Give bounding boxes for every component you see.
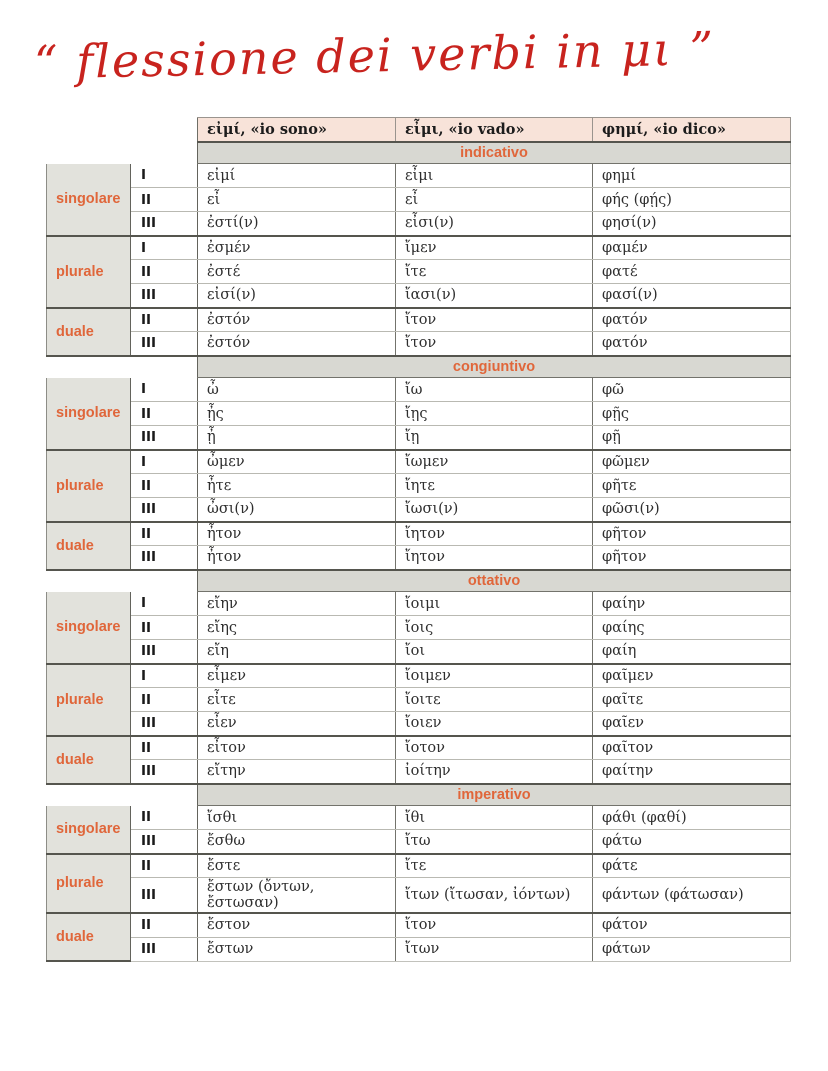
verb-form-cell: φαίη (593, 640, 791, 664)
person-label: III (131, 760, 198, 784)
verb-form-cell: ἴσθι (198, 806, 396, 830)
column-header-phemi-io-dico: φημί, «io dico» (593, 118, 791, 142)
verb-form-cell: ἴτον (396, 332, 593, 356)
verb-form-cell: ἴοτον (396, 736, 593, 760)
table-row (47, 712, 791, 736)
table-row (47, 188, 791, 212)
mood-header-imperativo: imperativo (198, 784, 791, 806)
verb-form-cell: εἰσί(ν) (198, 284, 396, 308)
verb-form-cell: εἴη (198, 640, 396, 664)
person-label: I (131, 450, 198, 474)
verb-form-cell: φημί (593, 164, 791, 188)
verb-form-cell: φαῖμεν (593, 664, 791, 688)
table-row (47, 236, 791, 260)
person-label: III (131, 498, 198, 522)
verb-form-cell: εἶσι(ν) (396, 212, 593, 236)
verb-form-cell: ἴωμεν (396, 450, 593, 474)
table-row (47, 616, 791, 640)
number-label-singolare: singolare (47, 592, 131, 664)
verb-form-cell: ἐστέ (198, 260, 396, 284)
verb-form-cell: ἴῃς (396, 402, 593, 426)
table-row (47, 378, 791, 402)
verb-form-cell: φάτων (593, 937, 791, 961)
verb-form-cell: εἶ (396, 188, 593, 212)
verb-form-cell: φῇς (593, 402, 791, 426)
person-label: III (131, 830, 198, 854)
number-label-duale: duale (47, 522, 131, 570)
verb-form-cell: ἴητε (396, 474, 593, 498)
table-row (47, 760, 791, 784)
verb-form-cell: ἐστόν (198, 332, 396, 356)
person-label: I (131, 236, 198, 260)
column-header-eimi-io-vado: εἶμι, «io vado» (396, 118, 593, 142)
table-row (47, 522, 791, 546)
mood-band-row (47, 784, 791, 806)
verb-form-cell: ἴτε (396, 260, 593, 284)
verb-form-cell: ἴοι (396, 640, 593, 664)
person-label: I (131, 378, 198, 402)
table-row (47, 546, 791, 570)
verb-form-cell: φάτε (593, 854, 791, 878)
table-row (47, 284, 791, 308)
verb-form-cell: ἴτων (ἴτωσαν, ἰόντων) (396, 878, 593, 914)
spacer-cell (47, 356, 198, 378)
person-label: I (131, 592, 198, 616)
person-label: II (131, 913, 198, 937)
verb-form-cell: εἴης (198, 616, 396, 640)
person-label: II (131, 806, 198, 830)
verb-form-cell: εἶτον (198, 736, 396, 760)
verb-form-cell: ἔσθω (198, 830, 396, 854)
spacer-cell (47, 784, 198, 806)
person-label: III (131, 712, 198, 736)
number-label-plurale: plurale (47, 236, 131, 308)
person-label: II (131, 260, 198, 284)
verb-form-cell: ἴωσι(ν) (396, 498, 593, 522)
person-label: III (131, 937, 198, 961)
spacer-cell (47, 118, 198, 142)
number-label-duale: duale (47, 308, 131, 356)
table-row (47, 164, 791, 188)
person-label: III (131, 640, 198, 664)
verb-form-cell: ἴῃ (396, 426, 593, 450)
table-header-row (47, 118, 791, 142)
verb-form-cell: φής (φῄς) (593, 188, 791, 212)
verb-form-cell: εἴτην (198, 760, 396, 784)
person-label: III (131, 212, 198, 236)
person-label: II (131, 522, 198, 546)
table-row (47, 308, 791, 332)
number-label-plurale: plurale (47, 450, 131, 522)
verb-form-cell: φάθι (φαθί) (593, 806, 791, 830)
verb-form-cell: φάτον (593, 913, 791, 937)
verb-form-cell: φῶμεν (593, 450, 791, 474)
verb-form-cell: ἦτον (198, 522, 396, 546)
number-label-duale: duale (47, 736, 131, 784)
mood-band-row (47, 356, 791, 378)
number-label-singolare: singolare (47, 164, 131, 236)
verb-form-cell: εἶμι (396, 164, 593, 188)
mood-header-ottativo: ottativo (198, 570, 791, 592)
verb-form-cell: ἴητον (396, 522, 593, 546)
verb-form-cell: ἴασι(ν) (396, 284, 593, 308)
verb-form-cell: ἔστε (198, 854, 396, 878)
verb-form-cell: ᾖς (198, 402, 396, 426)
verb-form-cell: ἴτον (396, 308, 593, 332)
verb-form-cell: ἴμεν (396, 236, 593, 260)
verb-form-cell: ὦ (198, 378, 396, 402)
verb-form-cell: ἴτω (396, 830, 593, 854)
verb-form-cell: ἴτων (396, 937, 593, 961)
table-row (47, 688, 791, 712)
verb-form-cell: φαμέν (593, 236, 791, 260)
verb-form-cell: ἴτε (396, 854, 593, 878)
verb-form-cell: ᾖ (198, 426, 396, 450)
verb-form-cell: εἶτε (198, 688, 396, 712)
table-row (47, 854, 791, 878)
verb-form-cell: φάντων (φάτωσαν) (593, 878, 791, 914)
person-label: I (131, 164, 198, 188)
number-label-plurale: plurale (47, 664, 131, 736)
verb-form-cell: εἰμί (198, 164, 396, 188)
table-row (47, 332, 791, 356)
table-row (47, 937, 791, 961)
table-row (47, 402, 791, 426)
spacer-cell (47, 570, 198, 592)
verb-form-cell: φαῖτε (593, 688, 791, 712)
number-label-singolare: singolare (47, 806, 131, 854)
verb-form-cell: ἔστον (198, 913, 396, 937)
verb-form-cell: ἴτον (396, 913, 593, 937)
person-label: III (131, 284, 198, 308)
person-label: II (131, 308, 198, 332)
number-label-singolare: singolare (47, 378, 131, 450)
spacer-cell (47, 142, 198, 164)
person-label: III (131, 332, 198, 356)
verb-form-cell: φαίης (593, 616, 791, 640)
verb-form-cell: ὦσι(ν) (198, 498, 396, 522)
verb-form-cell: φῇ (593, 426, 791, 450)
table-row (47, 592, 791, 616)
verb-form-cell: ἐσμέν (198, 236, 396, 260)
verb-form-cell: φατόν (593, 332, 791, 356)
verb-form-cell: ἴητον (396, 546, 593, 570)
verb-form-cell: ἴοιμεν (396, 664, 593, 688)
verb-form-cell: ἔστων (198, 937, 396, 961)
verb-form-cell: ἴθι (396, 806, 593, 830)
table-row (47, 806, 791, 830)
verb-form-cell: φῶ (593, 378, 791, 402)
mood-header-indicativo: indicativo (198, 142, 791, 164)
table-row (47, 426, 791, 450)
table-row (47, 664, 791, 688)
table-row (47, 498, 791, 522)
verb-form-cell: εἶμεν (198, 664, 396, 688)
person-label: I (131, 664, 198, 688)
table-row (47, 640, 791, 664)
mood-band-row (47, 142, 791, 164)
verb-form-cell: ἴω (396, 378, 593, 402)
page-title: “ flessione dei verbi in μι ” (33, 21, 716, 90)
number-label-duale: duale (47, 913, 131, 961)
verb-form-cell: φῆτον (593, 522, 791, 546)
verb-form-cell: φαίτην (593, 760, 791, 784)
verb-form-cell: φησί(ν) (593, 212, 791, 236)
person-label: III (131, 426, 198, 450)
verb-form-cell: φατόν (593, 308, 791, 332)
person-label: II (131, 188, 198, 212)
person-label: III (131, 546, 198, 570)
table-row (47, 878, 791, 914)
verb-form-cell: φαῖεν (593, 712, 791, 736)
verb-form-cell: ἦτον (198, 546, 396, 570)
verb-form-cell: ἴοις (396, 616, 593, 640)
verb-form-cell: φάτω (593, 830, 791, 854)
verb-form-cell: φῆτε (593, 474, 791, 498)
verb-form-cell: φῆτον (593, 546, 791, 570)
person-label: III (131, 878, 198, 914)
verb-form-cell: φατέ (593, 260, 791, 284)
table-row (47, 450, 791, 474)
conjugation-table (46, 117, 791, 962)
person-label: II (131, 854, 198, 878)
verb-form-cell: φαῖτον (593, 736, 791, 760)
verb-form-cell: εἶεν (198, 712, 396, 736)
verb-form-cell: ἴοιεν (396, 712, 593, 736)
verb-form-cell: εἴην (198, 592, 396, 616)
table-row (47, 830, 791, 854)
person-label: II (131, 616, 198, 640)
mood-band-row (47, 570, 791, 592)
verb-form-cell: ἴοιτε (396, 688, 593, 712)
verb-form-cell: ὦμεν (198, 450, 396, 474)
verb-form-cell: φαίην (593, 592, 791, 616)
table-row (47, 474, 791, 498)
verb-form-cell: ἐστόν (198, 308, 396, 332)
verb-form-cell: φασί(ν) (593, 284, 791, 308)
verb-form-cell: φῶσι(ν) (593, 498, 791, 522)
table-row (47, 736, 791, 760)
verb-form-cell: ἴοιμι (396, 592, 593, 616)
verb-form-cell: ἦτε (198, 474, 396, 498)
table-row (47, 913, 791, 937)
person-label: II (131, 474, 198, 498)
verb-form-cell: ἐστί(ν) (198, 212, 396, 236)
person-label: II (131, 402, 198, 426)
person-label: II (131, 688, 198, 712)
verb-form-cell: ἰοίτην (396, 760, 593, 784)
mood-header-congiuntivo: congiuntivo (198, 356, 791, 378)
column-header-eimi-io-sono: εἰμί, «io sono» (198, 118, 396, 142)
person-label: II (131, 736, 198, 760)
verb-form-cell: ἔστων (ὄντων, ἔστωσαν) (198, 878, 396, 914)
verb-form-cell: εἶ (198, 188, 396, 212)
table-row (47, 212, 791, 236)
number-label-plurale: plurale (47, 854, 131, 914)
table-row (47, 260, 791, 284)
